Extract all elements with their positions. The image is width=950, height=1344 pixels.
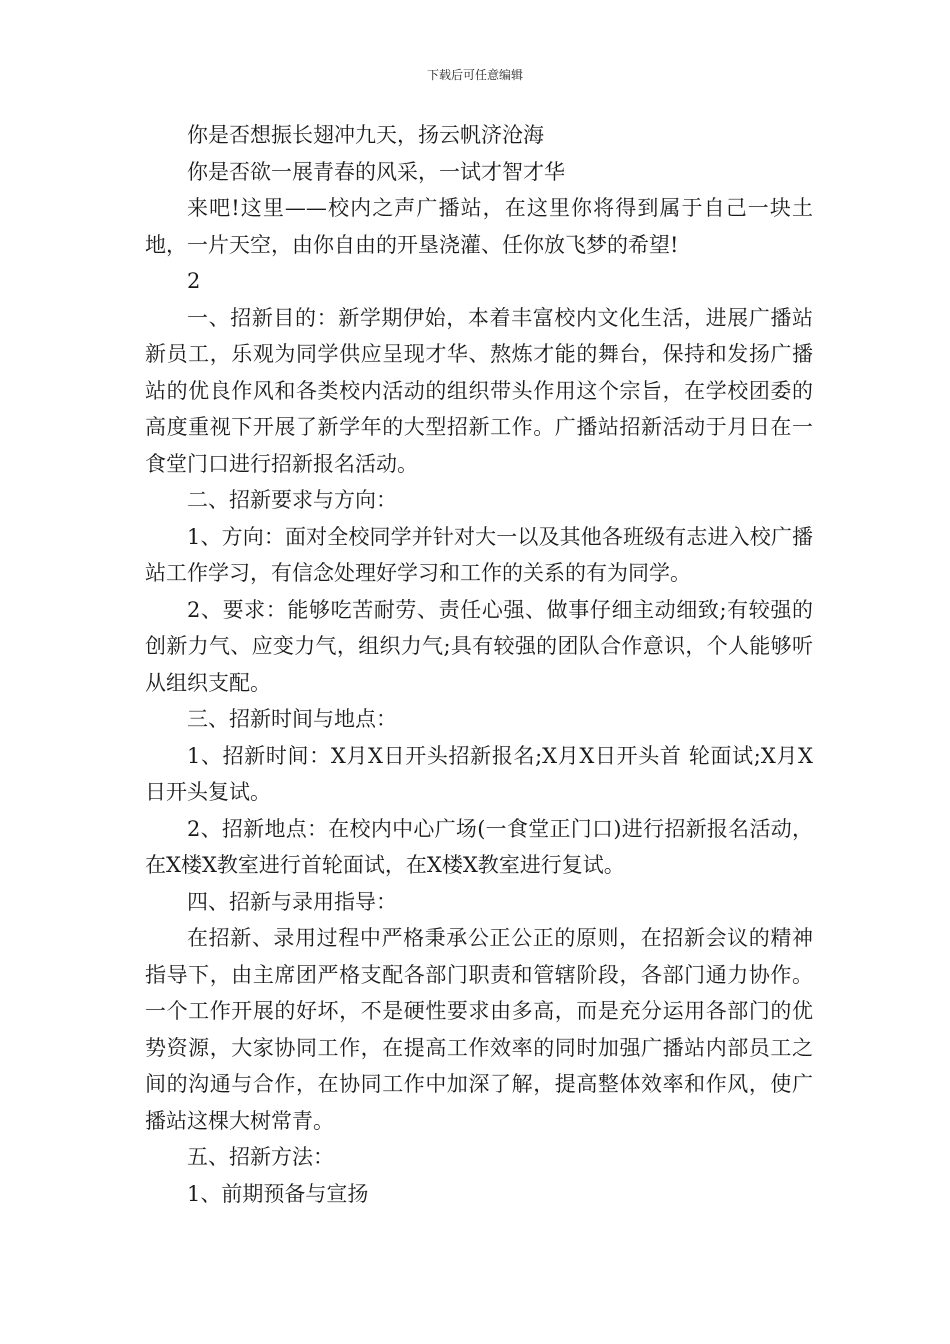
paragraph-method-1: 1、前期预备与宣扬 [187,1181,369,1206]
document-body [145,117,813,1212]
paragraph-direction: 1、方向：面对全校同学并针对大一以及其他各班级有志进入校广播站工作学习，有信念处理好学习和工作的关系的有为同学。 [145,524,813,585]
paragraph-guidance: 在招新、录用过程中严格秉承公正公正的原则，在招新会议的精神指导下，由主席团严格支配各部门职责和管辖阶段，各部门通力协作。一个工作开展的好坏，不是硬性要求由多高，而是充分运用各部门的优势资源，大家协同工作，在提高工作效率的同时加强广播站内部员工之间的沟通与合作，在协同工作中加深了解，提高整体效率和作风，使广播站这棵大树常青。 [145,926,813,1133]
paragraph-intro-3: 来吧!这里——校内之声广播站，在这里你将得到属于自己一块土地，一片天空，由你自由的开垦浇灌、任你放飞梦的希望! [145,196,813,257]
paragraph-requirements: 2、要求：能够吃苦耐劳、责任心强、做事仔细主动细致;有较强的创新力气、应变力气，组织力气;具有较强的团队合作意识，个人能够听从组织支配。 [145,597,813,695]
heading-requirements: 二、招新要求与方向： [187,488,397,512]
paragraph-intro-1: 你是否想振长翅冲九天，扬云帆济沧海 [187,123,544,147]
heading-time-location: 三、招新时间与地点： [187,707,397,731]
heading-guidance: 四、招新与录用指导： [187,889,397,914]
paragraph-time: 1、招新时间：X月X日开头招新报名;X月X日开头首 轮面试;X月X日开头复试。 [145,743,813,804]
paragraph-intro-2: 你是否欲一展青春的风采，一试才智才华 [187,159,565,184]
page-header: 下载后可任意编辑 [426,68,523,82]
heading-methods: 五、招新方法： [187,1145,334,1169]
paragraph-location: 2、招新地点：在校内中心广场(一食堂正门口)进行招新报名活动，在X楼X教室进行首轮面试，在X楼X教室进行复试。 [145,816,813,877]
paragraph-purpose: 一、招新目的：新学期伊始，本着丰富校内文化生活，进展广播站新员工，乐观为同学供应呈现才华、熬炼才能的舞台，保持和发扬广播站的优良作风和各类校内活动的组织带头作用这个宗旨，在学校团委的高度重视下开展了新学年的大型招新工作。广播站招新活动于月日在一食堂门口进行招新报名活动。 [145,305,813,476]
section-number: 2 [187,269,201,293]
